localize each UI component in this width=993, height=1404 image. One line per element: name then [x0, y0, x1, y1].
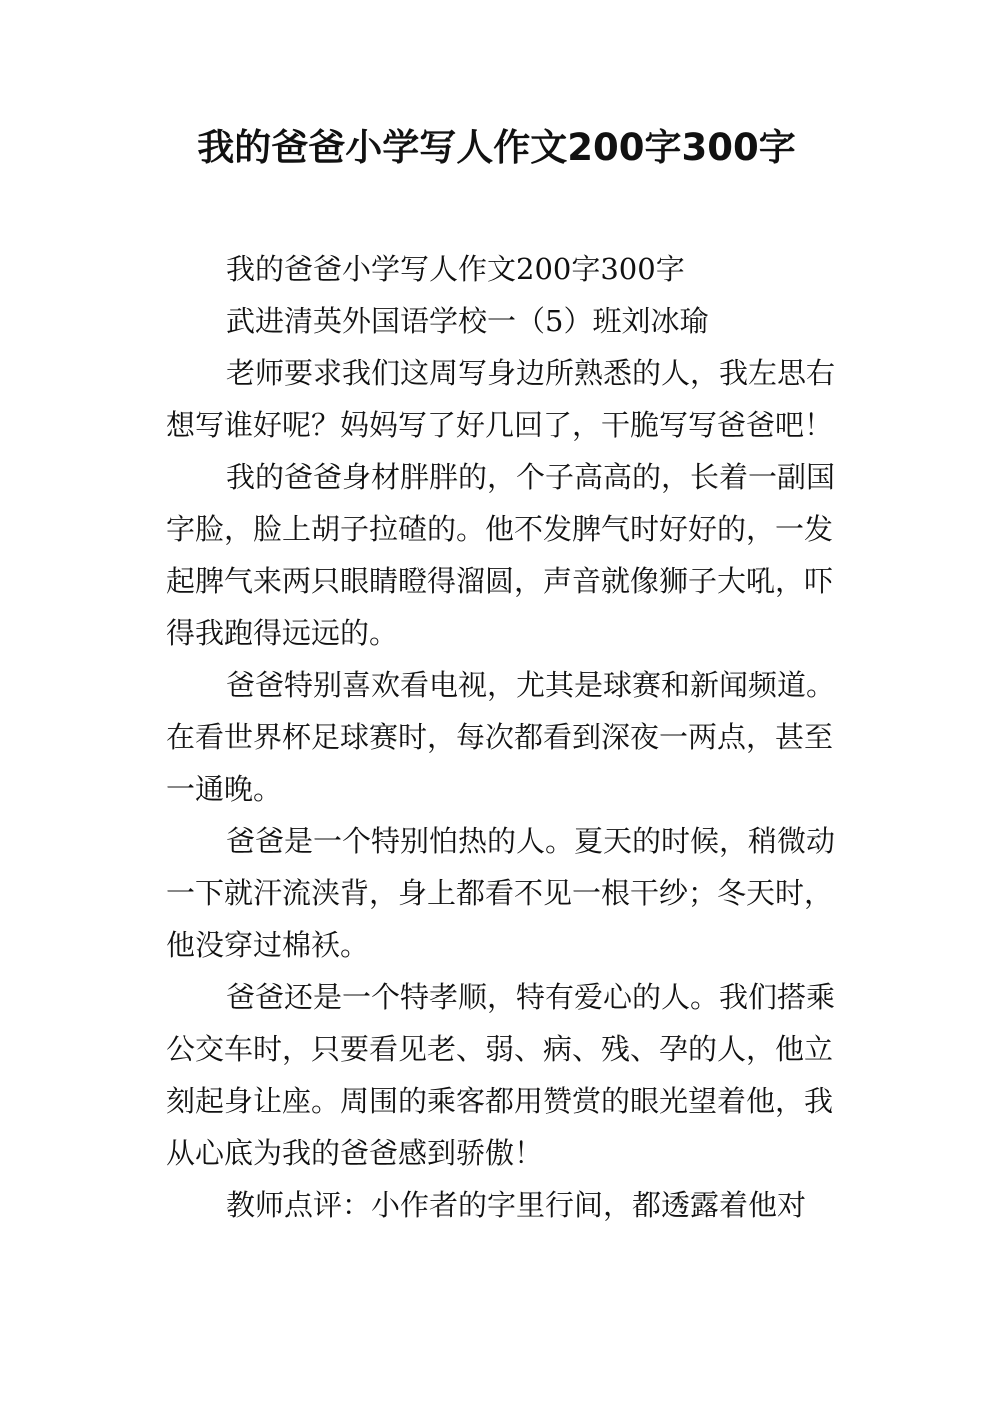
- paragraph: 爸爸特别喜欢看电视，尤其是球赛和新闻频道。在看世界杯足球赛时，每次都看到深夜一两点，甚至一通晚。: [166, 668, 836, 806]
- paragraph: 老师要求我们这周写身边所熟悉的人，我左思右想写谁好呢？妈妈写了好几回了，干脆写写爸爸吧！: [166, 356, 836, 442]
- paragraph-heading: 我的爸爸小学写人作文200字300字: [226, 252, 685, 286]
- paragraph-author: 武进清英外国语学校一（5）班刘冰瑜: [226, 304, 709, 338]
- paragraph-teacher-comment: 教师点评：小作者的字里行间，都透露着他对: [226, 1188, 807, 1222]
- document-body: [166, 243, 856, 1231]
- document-title: 我的爸爸小学写人作文200字300字: [197, 126, 796, 169]
- paragraph: 爸爸还是一个特孝顺，特有爱心的人。我们搭乘公交车时，只要看见老、弱、病、残、孕的人，他立刻起身让座。周围的乘客都用赞赏的眼光望着他，我从心底为我的爸爸感到骄傲！: [166, 980, 836, 1170]
- paragraph: 爸爸是一个特别怕热的人。夏天的时候，稍微动一下就汗流浃背，身上都看不见一根干纱；冬天时，他没穿过棉袄。: [166, 824, 836, 962]
- paragraph: 我的爸爸身材胖胖的，个子高高的，长着一副国字脸，脸上胡子拉碴的。他不发脾气时好好的，一发起脾气来两只眼睛瞪得溜圆，声音就像狮子大吼，吓得我跑得远远的。: [166, 460, 836, 650]
